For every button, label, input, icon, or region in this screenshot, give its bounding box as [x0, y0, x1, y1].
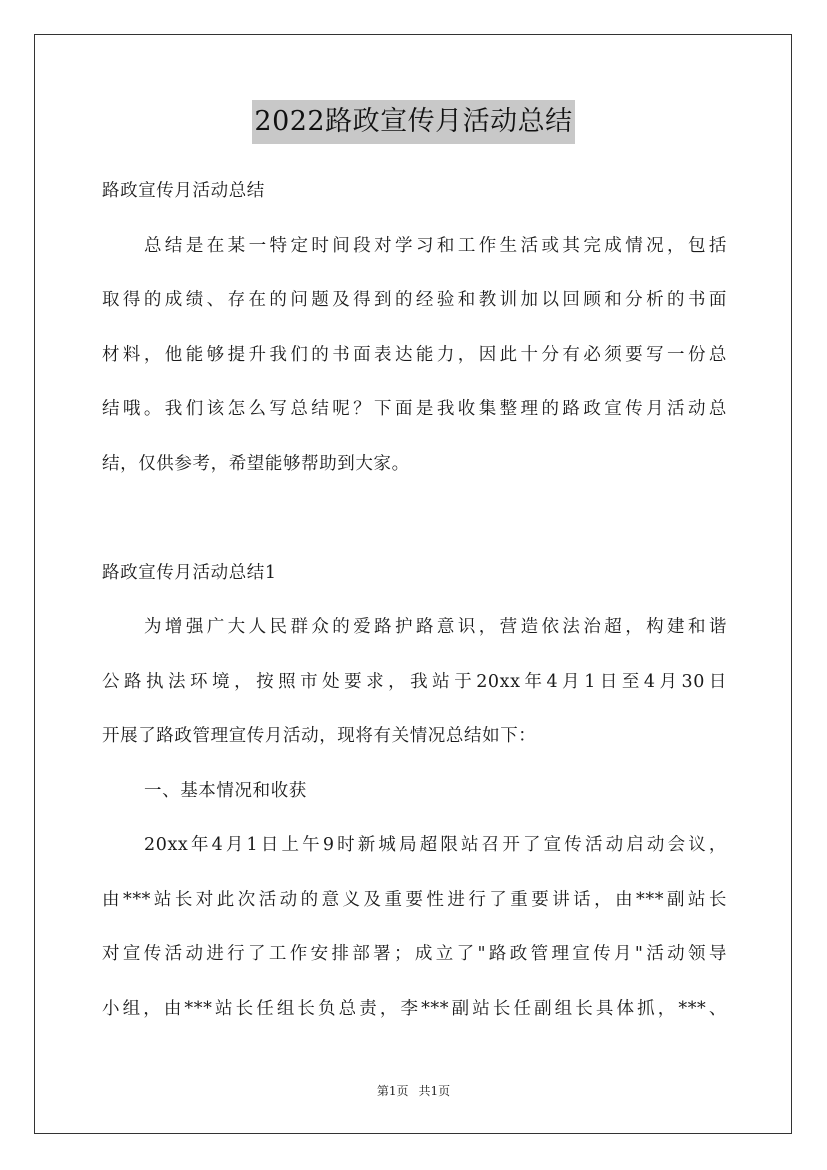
text-line: 一、基本情况和收获: [144, 780, 307, 801]
text-line: 材料，他能够提升我们的书面表达能力，因此十分有必须要写一份总: [102, 344, 727, 365]
page-total: 共1页: [418, 1084, 451, 1098]
text-line: 20xx年4月1日上午9时新城局超限站召开了宣传活动启动会议，: [144, 835, 727, 855]
text-line: 结，仅供参考，希望能够帮助到大家。: [102, 453, 410, 474]
page-footer: [0, 1082, 827, 1099]
paragraph-gap: [102, 491, 727, 546]
text-line: 公路执法环境，按照市处要求，我站于20xx年4月1日至4月30日: [102, 671, 727, 692]
title-container: [0, 100, 827, 144]
text-line: 小组，由***站长任组长负总责，李***副站长任副组长具体抓，***、: [102, 998, 727, 1019]
text-line: 为增强广大人民群众的爱路护路意识，营造依法治超，构建和谐: [144, 617, 727, 637]
document-body: [102, 164, 727, 1036]
text-line: 对宣传活动进行了工作安排部署；成立了"路政管理宣传月"活动领导: [102, 944, 727, 964]
text-line: 路政宣传月活动总结1: [102, 562, 277, 583]
document-title: 2022路政宣传月活动总结: [252, 100, 574, 144]
text-line: 取得的成绩、存在的问题及得到的经验和教训加以回顾和分析的书面: [102, 290, 727, 310]
text-line: 结哦。我们该怎么写总结呢？下面是我收集整理的路政宣传月活动总: [102, 399, 727, 419]
text-line: 总结是在某一特定时间段对学习和工作生活或其完成情况，包括: [144, 235, 727, 256]
page-number: 第1页: [376, 1084, 409, 1098]
text-line: 开展了路政管理宣传月活动，现将有关情况总结如下：: [102, 726, 537, 746]
text-line: 由***站长对此次活动的意义及重要性进行了重要讲话，由***副站长: [102, 889, 727, 910]
text-line: 路政宣传月活动总结: [102, 181, 265, 201]
